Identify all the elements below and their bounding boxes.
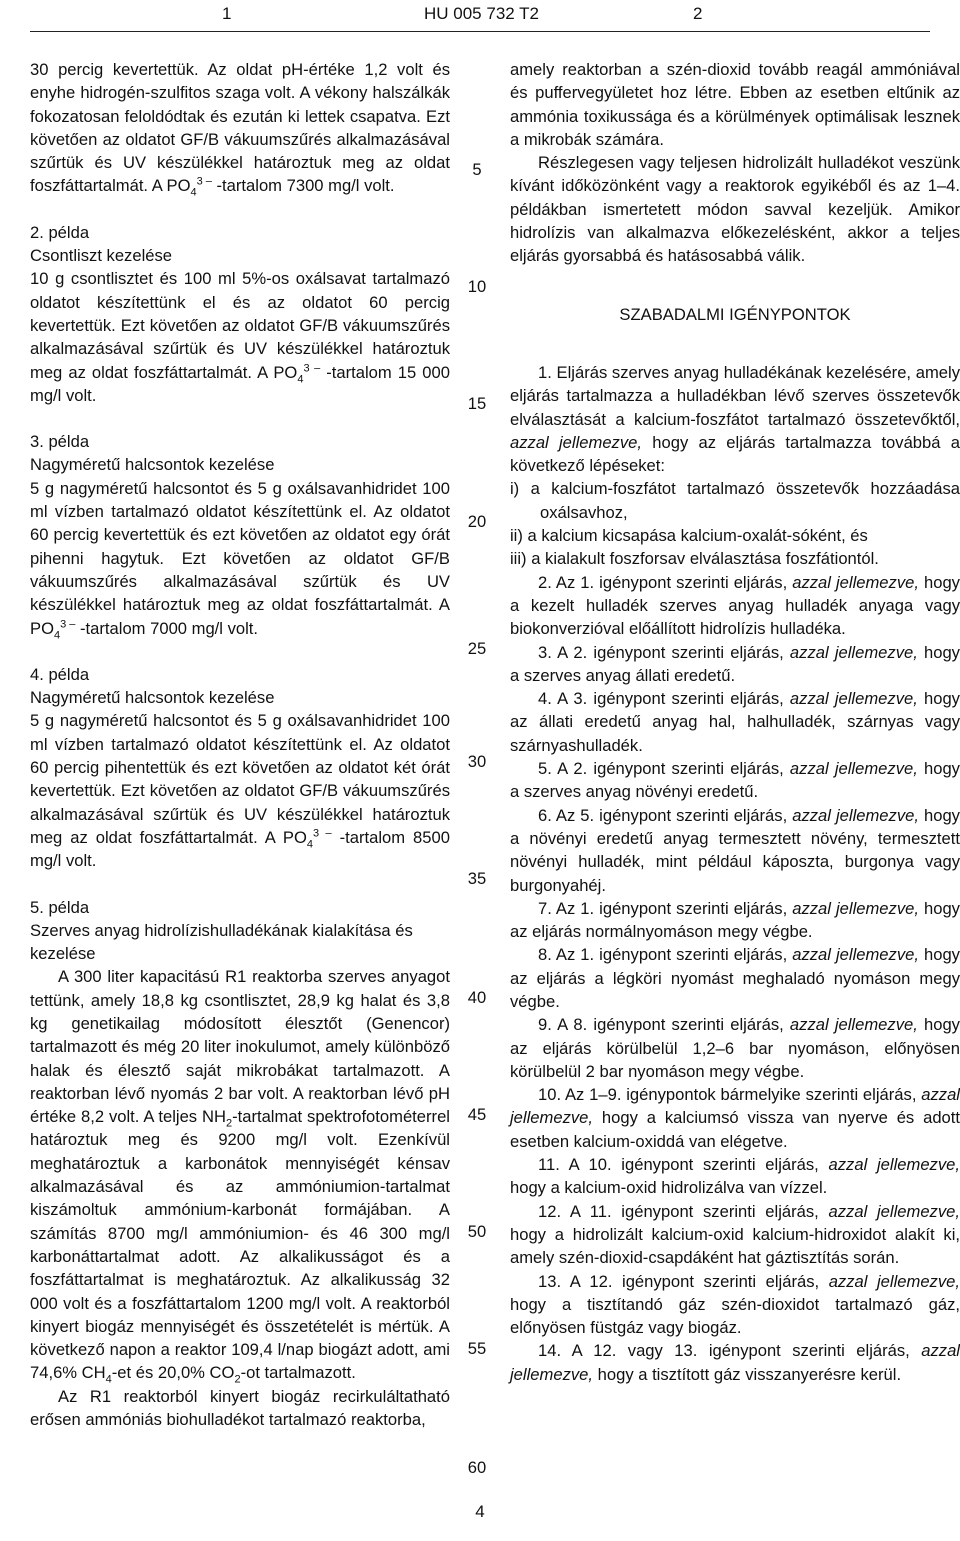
claim-item: 7. Az 1. igénypont szerinti eljárás, azzal jellemezve, hogy az eljárás normálnyomáson megy végbe. bbox=[510, 898, 960, 942]
claim-item: 11. A 10. igénypont szerinti eljárás, azzal jellemezve, hogy a kalcium-oxid hidrolizálva van vízzel. bbox=[510, 1155, 960, 1198]
line-number: 15 bbox=[467, 394, 487, 413]
claim-1-step-i: i) a kalcium-foszfátot tartalmazó összetevők hozzáadása oxálsavhoz, bbox=[510, 479, 960, 522]
example-5-body: A 300 liter kapacitású R1 reaktorba szerves anyagot tettünk, amely 18,8 kg csontlisztet, 28,9 kg halat és 3,8 kg genetikailag módosított élesztőt (Genencor) tartalmazott és még 20 liter inokulumot, amely különböző halak és élesztő saját mikrobákat tartalmazott. A reaktorban lévő nyomás 2 bar volt. A reaktorban lévő pH értéke 8,2 volt. A teljes $NH_2$-tartalmat spektrofotométerrel határoztuk meg és 9200 mg/l volt. Ezenkívül meghatároztuk a karbonátok mennyiségét kénsav alkalmazásával és az ammóniumion-tartalmat kiszámoltuk ammónium-karbonát formájában. A számítás 8700 mg/l ammóniumion- és 46 300 mg/l karbonáttartalmat adott. Az alkalikusságot és a foszfáttartalmat is meghatároztuk. Az alkalikusság 32 000 volt és a foszfáttartalom 1200 mg/l volt. A reaktorból kinyert biogáz mennyiségét és összetételét is mértük. A következő napon a reaktor 109,4 l/nap biogázt adott, ami 74,6% $CH_4-et$ és 20,0% $CO_2-ot$ tartalmazott. bbox=[30, 967, 450, 1386]
claim-item: 12. A 11. igénypont szerinti eljárás, azzal jellemezve, hogy a hidrolizált kalcium-oxid kalcium-hidroxidot alakít ki, amely szén-dioxid-csapdáként hat gáztisztítás során. bbox=[510, 1201, 960, 1268]
right-paragraph-1: amely reaktorban a szén-dioxid tovább reagál ammóniával és puffervegyületet hoz létre. Ebben az esetben eltűnik az ammónia toxikussága és a körülmények optimálisak lesznek a mikrobák számára. bbox=[510, 60, 960, 149]
claim-item: 5. A 2. igénypont szerinti eljárás, azzal jellemezve, hogy a szerves anyag növényi eredetű. bbox=[510, 759, 960, 802]
example-4-subtitle: Nagyméretű halcsontok kezelése bbox=[30, 688, 275, 708]
example-4-body: 5 g nagyméretű halcsontot és 5 g oxálsavanhidridet 100 ml vízben tartalmazó oldatot készítettünk el. Az oldatot 60 percig pihentettük és ezt követően az oldatot két órát kevertettük. Ezt követően az oldatot GF/B vákuumszűrés alkalmazásával szűrtük és UV készülékkel határoztuk meg az oldat foszfáttartalmát. A $PO_4^{3 -}$ -tartalom 8500 mg/l volt. bbox=[30, 711, 450, 871]
right-column bbox=[510, 58, 960, 1386]
claim-1-step-ii: ii) a kalcium kicsapása kalcium-oxalát-sóként, és bbox=[510, 526, 868, 546]
claim-1-step-iii: iii) a kialakult foszforsav elválasztása foszfátiontól. bbox=[510, 549, 879, 569]
line-number: 5 bbox=[472, 160, 482, 179]
header-left-page-number: 1 bbox=[222, 4, 232, 23]
example-2-title: 2. példa bbox=[30, 222, 90, 242]
example-2-body: 10 g csontlisztet és 100 ml 5%-os oxálsavat tartalmazó oldatot készítettünk el és az oldatot 60 percig kevertettük. Ezt követően az oldatot GF/B vákuumszűrés alkalmazásával szűrtük és UV készülékkel határoztuk meg az oldat foszfáttartalmát. A $PO_4^{3 -}$ -tartalom 15 000 mg/l volt. bbox=[30, 269, 450, 405]
line-number: 35 bbox=[467, 869, 487, 888]
claim-item: 4. A 3. igénypont szerinti eljárás, azzal jellemezve, hogy az állati eredetű anyag hal, halhulladék, szárnyas vagy szárnyashulladék. bbox=[510, 689, 960, 755]
page-number: 4 bbox=[475, 1502, 485, 1521]
claim-item: 9. A 8. igénypont szerinti eljárás, azzal jellemezve, hogy az eljárás körülbelül 1,2–6 bar nyomáson, előnyösen körülbelül 2 bar nyomáson megy végbe. bbox=[510, 1015, 960, 1081]
line-number: 10 bbox=[467, 277, 487, 296]
claim-item: 2. Az 1. igénypont szerinti eljárás, azzal jellemezve, hogy a kezelt hulladék szerves anyag hulladék anyaga vagy biokonverzióval előállított hidrolízis hulladéka. bbox=[510, 572, 960, 639]
claim-item: 14. A 12. vagy 13. igénypont szerinti eljárás, azzal jellemezve, hogy a tisztított gáz visszanyerésre kerül. bbox=[510, 1341, 960, 1384]
example-3-title: 3. példa bbox=[30, 432, 90, 452]
header-document-id: HU 005 732 T2 bbox=[424, 4, 539, 23]
line-number: 30 bbox=[467, 752, 487, 771]
line-number: 50 bbox=[467, 1222, 487, 1241]
claims-heading: SZABADALMI IGÉNYPONTOK bbox=[619, 304, 851, 324]
line-number: 25 bbox=[467, 639, 487, 658]
example-5-title: 5. példa bbox=[30, 897, 90, 917]
intro-paragraph: 30 percig kevertettük. Az oldat pH-értéke 1,2 volt és enyhe hidrogén-szulfitos szaga volt. A vékony halszálkák fokozatosan feloldódtak és ezután ki lettek csapatva. Ezt követően az oldatot GF/B vákuumszűrés alkalmazásával szűrtük és UV készülékkel határoztuk meg az oldat foszfáttartalmát. A $PO_4^{3 -}$ -tartalom 7300 mg/l volt. bbox=[30, 60, 450, 199]
line-number: 55 bbox=[467, 1339, 487, 1358]
right-paragraph-2: Részlegesen vagy teljesen hidrolizált hulladékot veszünk kívánt időközönként vagy a reaktorok egyikéből és az 1–4. példákban ismertetett módon savval kezeljük. Amikor hidrolízis van alkalmazva előkezelésként, akkor a teljes eljárás gyorsabbá és hatásosabbá válik. bbox=[510, 153, 960, 266]
example-3-subtitle: Nagyméretű halcsontok kezelése bbox=[30, 455, 275, 475]
example-3-body: 5 g nagyméretű halcsontot és 5 g oxálsavanhidridet 100 ml vízben tartalmazó oldatot készítettünk el. Az oldatot 60 percig kevertettük és ezt követően az oldatot egy órát pihenni hagytuk. Ezt követően az oldatot GF/B vákuumszűrés alkalmazásával szűrtük és UV készülékkel határoztuk meg az oldat foszfáttartalmát. A $PO_4^{3 -}$ -tartalom 7000 mg/l volt. bbox=[30, 478, 450, 641]
example-4-title: 4. példa bbox=[30, 664, 90, 684]
line-number: 45 bbox=[467, 1105, 487, 1124]
claim-item: 8. Az 1. igénypont szerinti eljárás, azzal jellemezve, hogy az eljárás a légköri nyomást meghaladó nyomáson megy végbe. bbox=[510, 945, 960, 1011]
line-number: 20 bbox=[467, 512, 487, 531]
claim-1: 1. Eljárás szerves anyag hulladékának kezelésére, amely eljárás tartalmazza a hulladékban lévő szerves összetevők elválasztását a kalcium-foszfátot tartalmazó összetevőktől, azzal jellemezve, hogy az eljárás tartalmazza továbbá a következő lépéseket: bbox=[510, 362, 960, 476]
header-rule bbox=[30, 31, 930, 32]
claims-list bbox=[510, 571, 960, 1386]
line-number: 60 bbox=[467, 1458, 487, 1477]
claim-item: 13. A 12. igénypont szerinti eljárás, azzal jellemezve, hogy a tisztítandó gáz szén-dioxidot tartalmazó gáz, előnyösen füstgáz vagy biogáz. bbox=[510, 1271, 960, 1338]
line-number: 40 bbox=[467, 988, 487, 1007]
header-right-page-number: 2 bbox=[693, 4, 703, 23]
example-5-subtitle: Szerves anyag hidrolízishulladékának kialakítása és kezelése bbox=[30, 920, 413, 964]
claim-item: 6. Az 5. igénypont szerinti eljárás, azzal jellemezve, hogy a növényi eredetű anyag termesztett növény, termesztett növényi hulladék, mint például káposzta, burgonya vagy burgonyahéj. bbox=[510, 805, 960, 895]
claim-item: 3. A 2. igénypont szerinti eljárás, azzal jellemezve, hogy a szerves anyag állati eredetű. bbox=[510, 642, 960, 685]
claim-item: 10. Az 1–9. igénypontok bármelyike szerinti eljárás, azzal jellemezve, hogy a kalciumsó vissza van nyerve és adott esetben kalcium-oxiddá van elégetve. bbox=[510, 1085, 960, 1151]
left-column bbox=[30, 58, 450, 1431]
example-5-last-paragraph: Az R1 reaktorból kinyert biogáz recirkuláltatható erősen ammóniás biohulladékot tartalmazó reaktorba, bbox=[30, 1386, 450, 1430]
example-2-subtitle: Csontliszt kezelése bbox=[30, 246, 173, 266]
